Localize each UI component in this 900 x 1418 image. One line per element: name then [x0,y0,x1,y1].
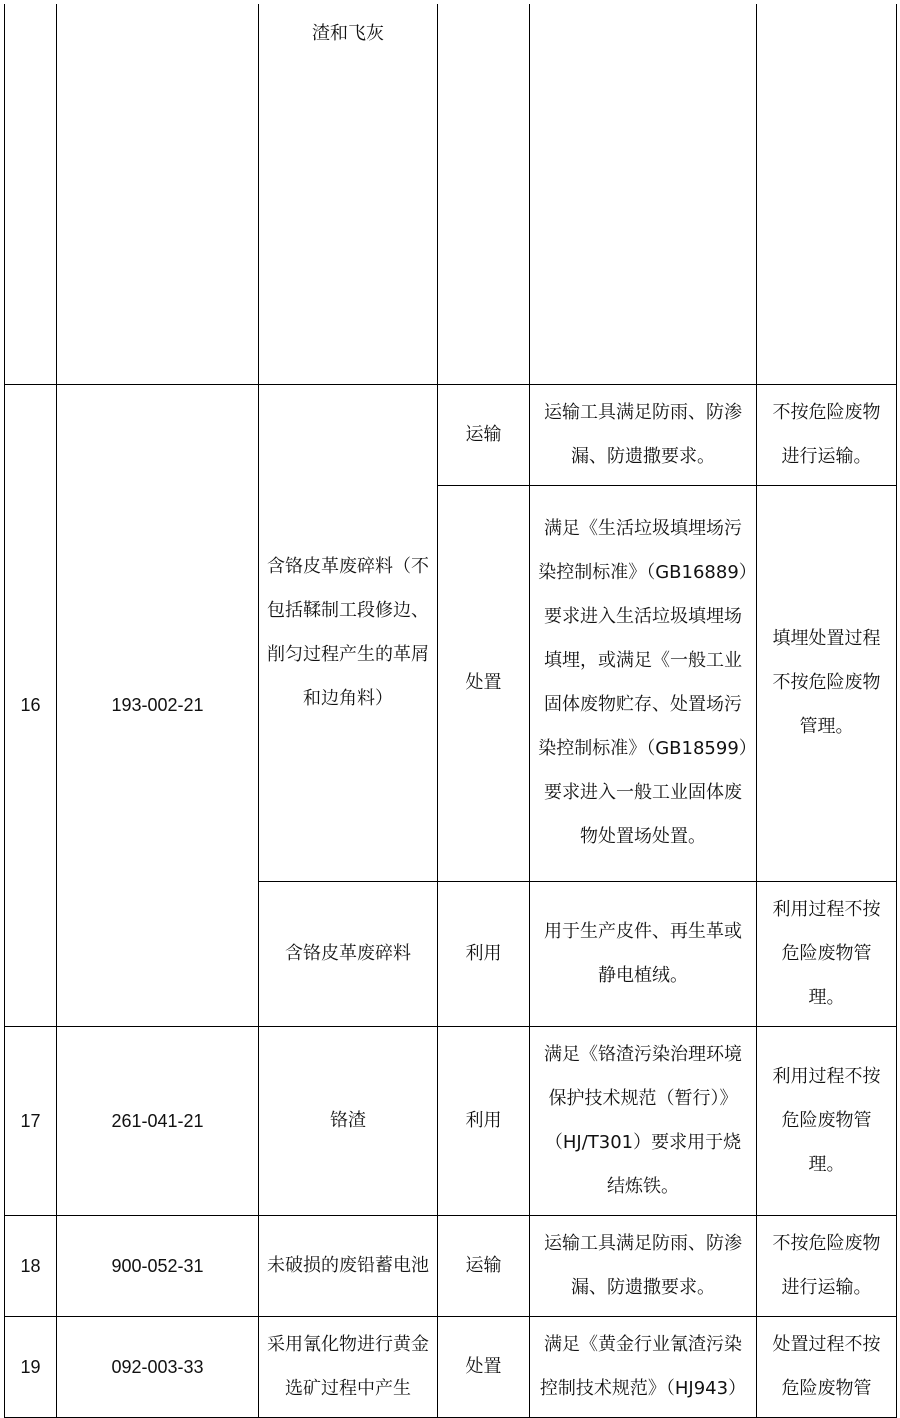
no-cell: 17 [5,1026,57,1215]
exemption-cell: 填埋处置过程不按危险废物管理。 [757,485,897,881]
waste-name-cell: 含铬皮革废碎料 [259,881,438,1026]
waste-name-text: 渣和飞灰 [312,23,384,44]
stage-cell: 运输 [438,1215,530,1316]
stage-cell: 运输 [438,384,530,485]
stage-cell: 处置 [438,1316,530,1417]
waste-name-cell [259,4,438,384]
no-cell: 18 [5,1215,57,1316]
stage-cell: 利用 [438,881,530,1026]
code-cell: 261-041-21 [57,1026,259,1215]
table-row [5,4,897,384]
exemption-cell: 处置过程不按危险废物管 [757,1316,897,1417]
condition-cell: 运输工具满足防雨、防渗漏、防遗撒要求。 [530,1215,757,1316]
exemption-cell: 不按危险废物进行运输。 [757,384,897,485]
exemption-cell: 利用过程不按危险废物管理。 [757,1026,897,1215]
waste-name-cell: 铬渣 [259,1026,438,1215]
table-row [5,1316,897,1417]
table-row [5,384,897,485]
condition-cell: 运输工具满足防雨、防渗漏、防遗撒要求。 [530,384,757,485]
code-cell: 900-052-31 [57,1215,259,1316]
condition-cell: 满足《黄金行业氰渣污染控制技术规范》（HJ943） [530,1316,757,1417]
code-cell: 193-002-21 [57,384,259,1026]
exemption-cell: 不按危险废物进行运输。 [757,1215,897,1316]
exemption-cell [757,4,897,384]
stage-cell [438,4,530,384]
stage-cell: 处置 [438,485,530,881]
condition-cell: 用于生产皮件、再生革或静电植绒。 [530,881,757,1026]
table-row [5,1215,897,1316]
waste-name-cell: 含铬皮革废碎料（不包括鞣制工段修边、削匀过程产生的革屑和边角料） [259,384,438,881]
no-cell [5,4,57,384]
condition-cell [530,4,757,384]
condition-cell: 满足《生活垃圾填埋场污染控制标准》（GB16889）要求进入生活垃圾填埋场填埋，或满足《一般工业固体废物贮存、处置场污染控制标准》（GB18599）要求进入一般工业固体废物处置场处置。 [530,485,757,881]
no-cell: 19 [5,1316,57,1417]
waste-name-cell: 采用氰化物进行黄金选矿过程中产生 [259,1316,438,1417]
hazardous-waste-exemption-table [4,4,897,1418]
code-cell: 092-003-33 [57,1316,259,1417]
waste-name-cell: 未破损的废铅蓄电池 [259,1215,438,1316]
no-cell: 16 [5,384,57,1026]
table-row [5,1026,897,1215]
exemption-cell: 利用过程不按危险废物管理。 [757,881,897,1026]
code-cell [57,4,259,384]
condition-cell: 满足《铬渣污染治理环境保护技术规范（暂行）》（HJ/T301）要求用于烧结炼铁。 [530,1026,757,1215]
stage-cell: 利用 [438,1026,530,1215]
